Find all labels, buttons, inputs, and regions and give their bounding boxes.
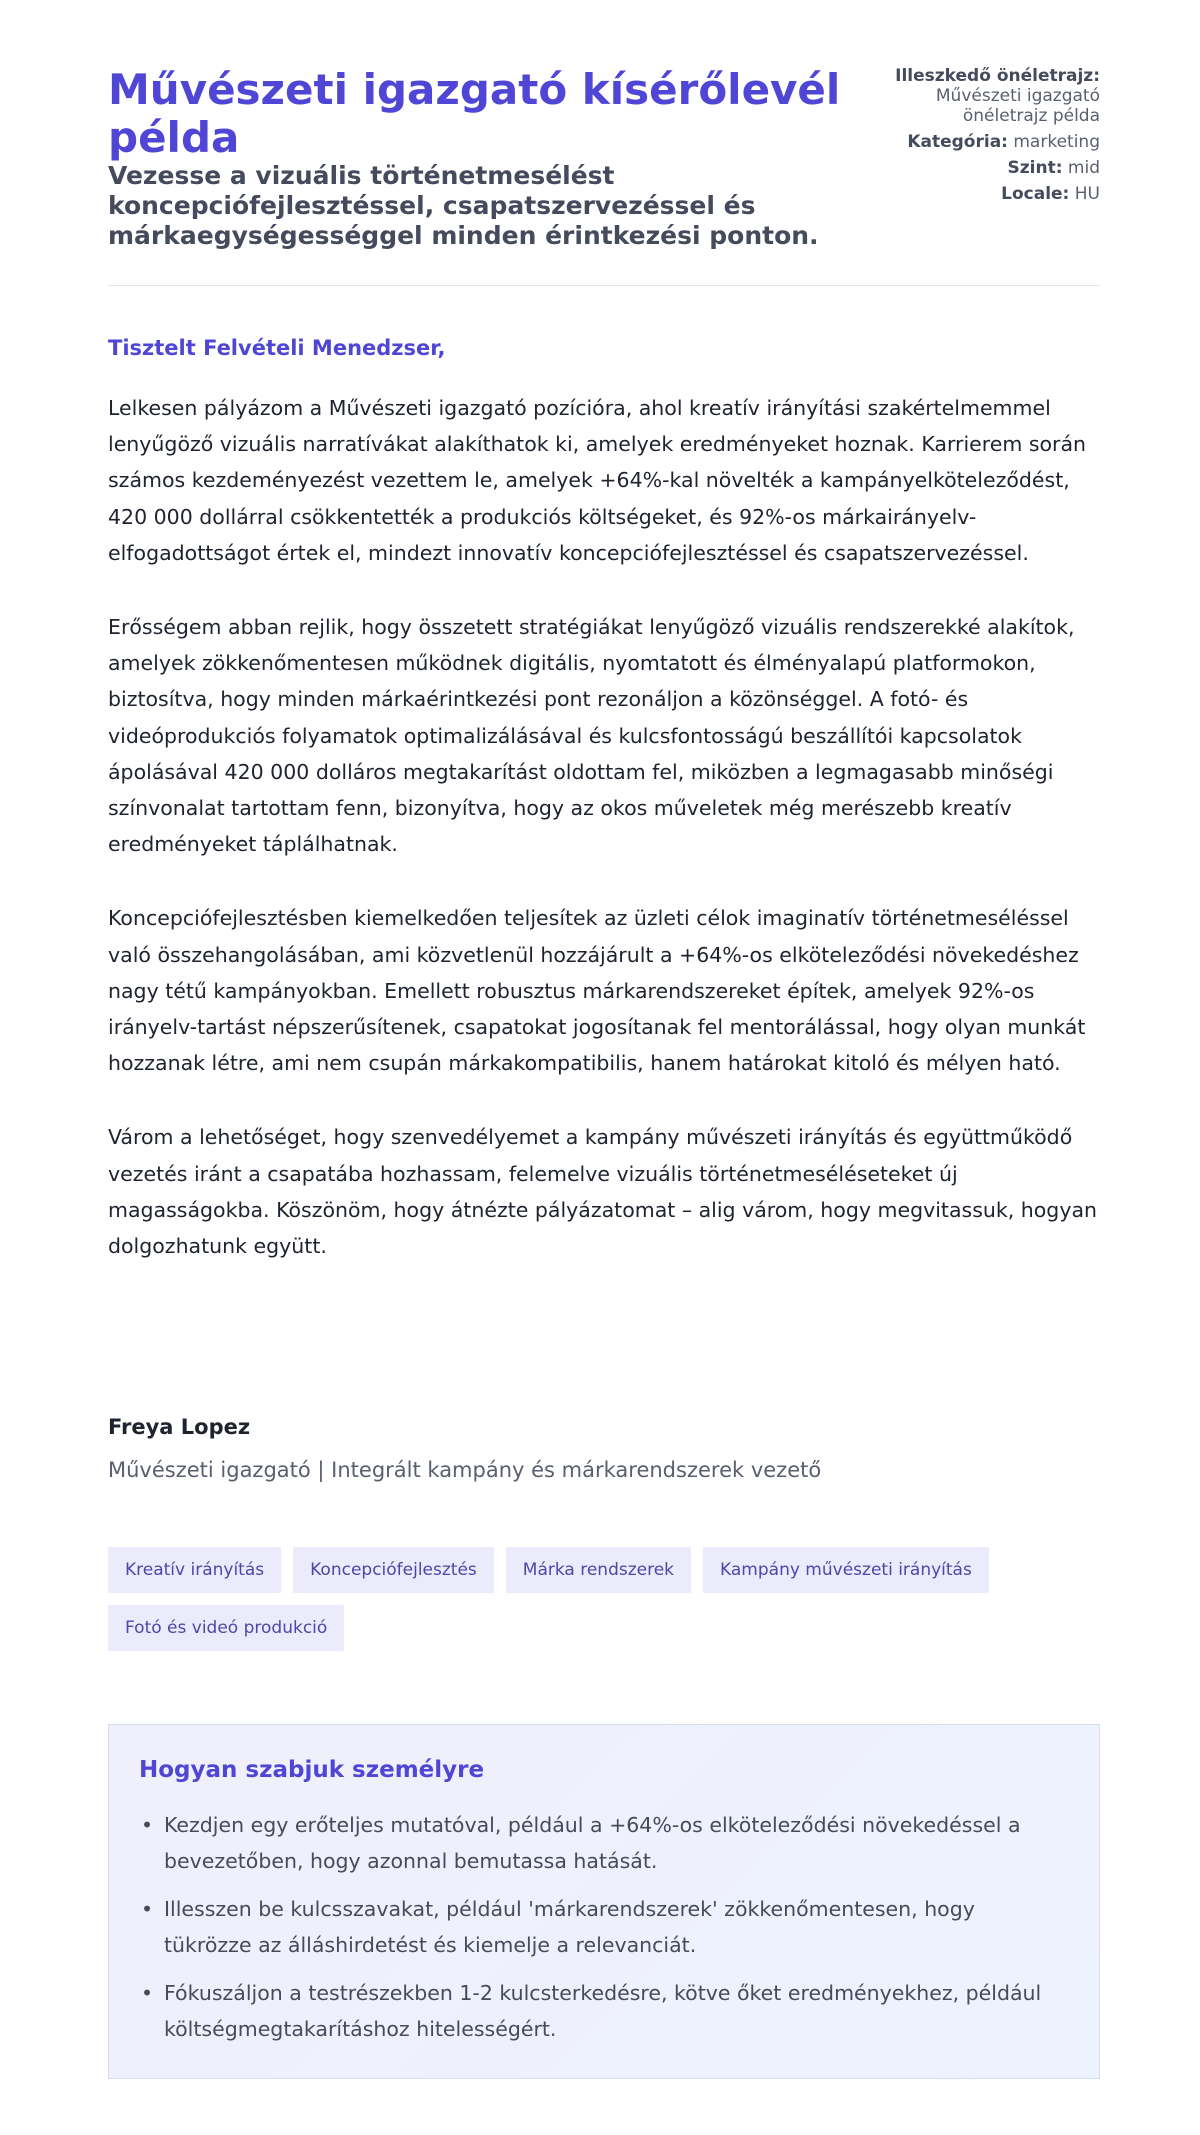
meta-level-value: mid [1067, 158, 1100, 178]
bullet-icon: • [141, 1897, 154, 1921]
signature-block [108, 1412, 1100, 1485]
signature-name: Freya Lopez [108, 1415, 251, 1439]
meta-locale-value: HU [1074, 184, 1100, 204]
skill-tag: Koncepciófejlesztés [293, 1547, 494, 1593]
tips-item-text: Illesszen be kulcsszavakat, például 'márkarendszerek' zökkenőmentesen, hogy tükrözze az álláshirdetést és kiemelje a relevanciát. [164, 1897, 975, 1957]
meta-resume-label: Illeszkedő önéletrajz: [895, 66, 1100, 86]
letter-salutation: Tisztelt Felvételi Menedzser, [108, 336, 446, 360]
tips-list [139, 1807, 1059, 2059]
meta-category-value: marketing [1013, 132, 1100, 152]
skill-tag: Fotó és videó produkció [108, 1605, 344, 1651]
tips-item-text: Fókuszáljon a testrészekben 1-2 kulcsterkedésre, kötve őket eredményekhez, például költségmegtakarításhoz hitelességért. [164, 1981, 1042, 2041]
tips-item [139, 1807, 1059, 1879]
meta-resume-value: Művészeti igazgató önéletrajz példa [935, 86, 1100, 126]
meta-level [890, 158, 1100, 178]
meta-locale-label: Locale: [1001, 184, 1070, 204]
skill-tag: Márka rendszerek [506, 1547, 691, 1593]
tips-title: Hogyan szabjuk személyre [139, 1757, 485, 1783]
bullet-icon: • [141, 1813, 154, 1837]
header-divider [108, 285, 1100, 286]
page-title: Művészeti igazgató kísérőlevél példa [108, 65, 841, 162]
letter-paragraph: Koncepciófejlesztésben kiemelkedően teljesítek az üzleti célok imaginatív történetmeséléssel való összehangolásában, ami közvetlenül hozzájárult a +64%-os elköteleződési növekedéshez nagy tétű kampányokban. Emellett robusztus márkarendszereket építek, amelyek 92%-os irányelv-tartást népszerűsítenek, csapatokat jogosítanak fel mentorálással, hogy olyan munkát hozzanak létre, ami nem csupán márkakompatibilis, hanem határokat kitoló és mélyen ható. [108, 906, 1086, 1076]
skill-tag: Kreatív irányítás [108, 1547, 281, 1593]
page-subtitle: Vezesse a vizuális történetmesélést koncepciófejlesztéssel, csapatszervezéssel és márkaegységességgel minden érintkezési ponton. [108, 161, 819, 250]
signature-role: Művészeti igazgató | Integrált kampány és márkarendszerek vezető [108, 1458, 822, 1482]
tips-item [139, 1975, 1059, 2047]
meta-level-label: Szint: [1007, 158, 1063, 178]
meta-category-label: Kategória: [907, 132, 1008, 152]
meta-resume [890, 66, 1100, 126]
bullet-icon: • [141, 1981, 154, 2005]
tips-item [139, 1891, 1059, 1963]
skill-tag: Kampány művészeti irányítás [703, 1547, 989, 1593]
letter-paragraph: Erősségem abban rejlik, hogy összetett stratégiákat lenyűgöző vizuális rendszerekké alakítok, amelyek zökkenőmentesen működnek digitális, nyomtatott és élményalapú platformokon, biztosítva, hogy minden márkaérintkezési pont rezonáljon a közönséggel. A fotó- és videóprodukciós folyamatok optimalizálásával és kulcsfontosságú beszállítói kapcsolatok ápolásával 420 000 dolláros megtakarítást oldottam fel, miközben a legmagasabb minőségi színvonalat tartottam fenn, bizonyítva, hogy az okos műveletek még merészebb kreatív eredményeket táplálhatnak. [108, 615, 1075, 857]
customization-tips-box [108, 1724, 1100, 2079]
skill-tags [108, 1547, 1100, 1651]
letter-body [108, 390, 1100, 1302]
tips-item-text: Kezdjen egy erőteljes mutatóval, például a +64%-os elköteleződési növekedéssel a bevezetőben, hogy azonnal bemutassa hatását. [164, 1813, 1021, 1873]
page-header [108, 66, 1100, 286]
meta-locale [890, 184, 1100, 204]
meta-category [890, 132, 1100, 152]
meta-info [890, 66, 1100, 204]
letter-paragraph: Várom a lehetőséget, hogy szenvedélyemet a kampány művészeti irányítás és együttműködő vezetés iránt a csapatába hozhassam, felemelve vizuális történetmeséléseteket új magasságokba. Köszönöm, hogy átnézte pályázatomat – alig várom, hogy megvitassuk, hogyan dolgozhatunk együtt. [108, 1125, 1098, 1259]
letter-paragraph: Lelkesen pályázom a Művészeti igazgató pozícióra, ahol kreatív irányítási szakértelmemmel lenyűgöző vizuális narratívákat alakíthatok ki, amelyek eredményeket hoznak. Karrierem során számos kezdeményezést vezettem le, amelyek +64%-kal növelték a kampányelköteleződést, 420 000 dollárral csökkentették a produkciós költségeket, és 92%-os márkairányelv-elfogadottságot értek el, mindezt innovatív koncepciófejlesztéssel és csapatszervezéssel. [108, 396, 1087, 565]
